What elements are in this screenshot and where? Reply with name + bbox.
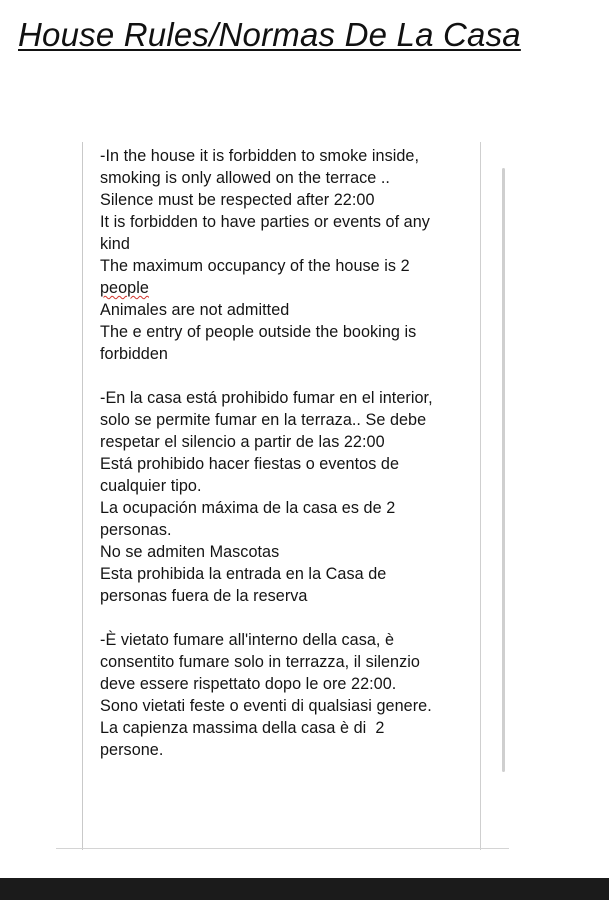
bottom-bar — [0, 878, 609, 900]
rule-smoking-en: -In the house it is forbidden to smoke inside, smoking is only allowed on the terrace .. Silence must be respected after 22:00 — [100, 147, 424, 209]
rule-occupancy-en — [100, 255, 440, 299]
rule-occupancy-en-text: The maximum occupancy of the house is 2 — [100, 257, 410, 275]
rule-parties-es: Está prohibido hacer fiestas o eventos de cualquier tipo. — [100, 455, 404, 495]
paragraph-gap — [100, 365, 440, 387]
rules-italian — [100, 629, 440, 761]
rule-parties-it: Sono vietati feste o eventi di qualsiasi genere. — [100, 697, 432, 715]
rules-screenshot — [56, 136, 509, 870]
rule-animals-en: Animales are not admitted — [100, 301, 290, 319]
rules-english — [100, 145, 440, 365]
rule-entry-es: Esta prohibida la entrada en la Casa de personas fuera de la reserva — [100, 565, 391, 605]
paragraph-gap — [100, 607, 440, 629]
rule-occupancy-es: La ocupación máxima de la casa es de 2 personas. — [100, 499, 400, 539]
page-title: House Rules/Normas De La Casa — [18, 16, 521, 53]
left-border-line — [82, 142, 83, 850]
rule-parties-en: It is forbidden to have parties or events of any kind — [100, 213, 435, 253]
rules-text-area[interactable] — [100, 145, 440, 849]
rule-entry-en: The e entry of people outside the booking is forbidden — [100, 323, 421, 363]
scrollbar[interactable] — [502, 168, 505, 772]
rule-smoking-es: -En la casa está prohibido fumar en el interior, solo se permite fumar en la terraza.. Se debe respetar el silencio a partir de las 22:00 — [100, 389, 438, 451]
misspelled-word: people — [100, 279, 149, 297]
rule-occupancy-it: La capienza massima della casa è di 2 persone. — [100, 719, 390, 759]
rule-pets-es: No se admiten Mascotas — [100, 543, 280, 561]
rule-smoking-it: -È vietato fumare all'interno della casa, è consentito fumare solo in terrazza, il silenzio deve essere rispettato dopo le ore 22:00. — [100, 631, 425, 693]
right-border-line — [480, 142, 481, 850]
rules-spanish — [100, 387, 440, 607]
